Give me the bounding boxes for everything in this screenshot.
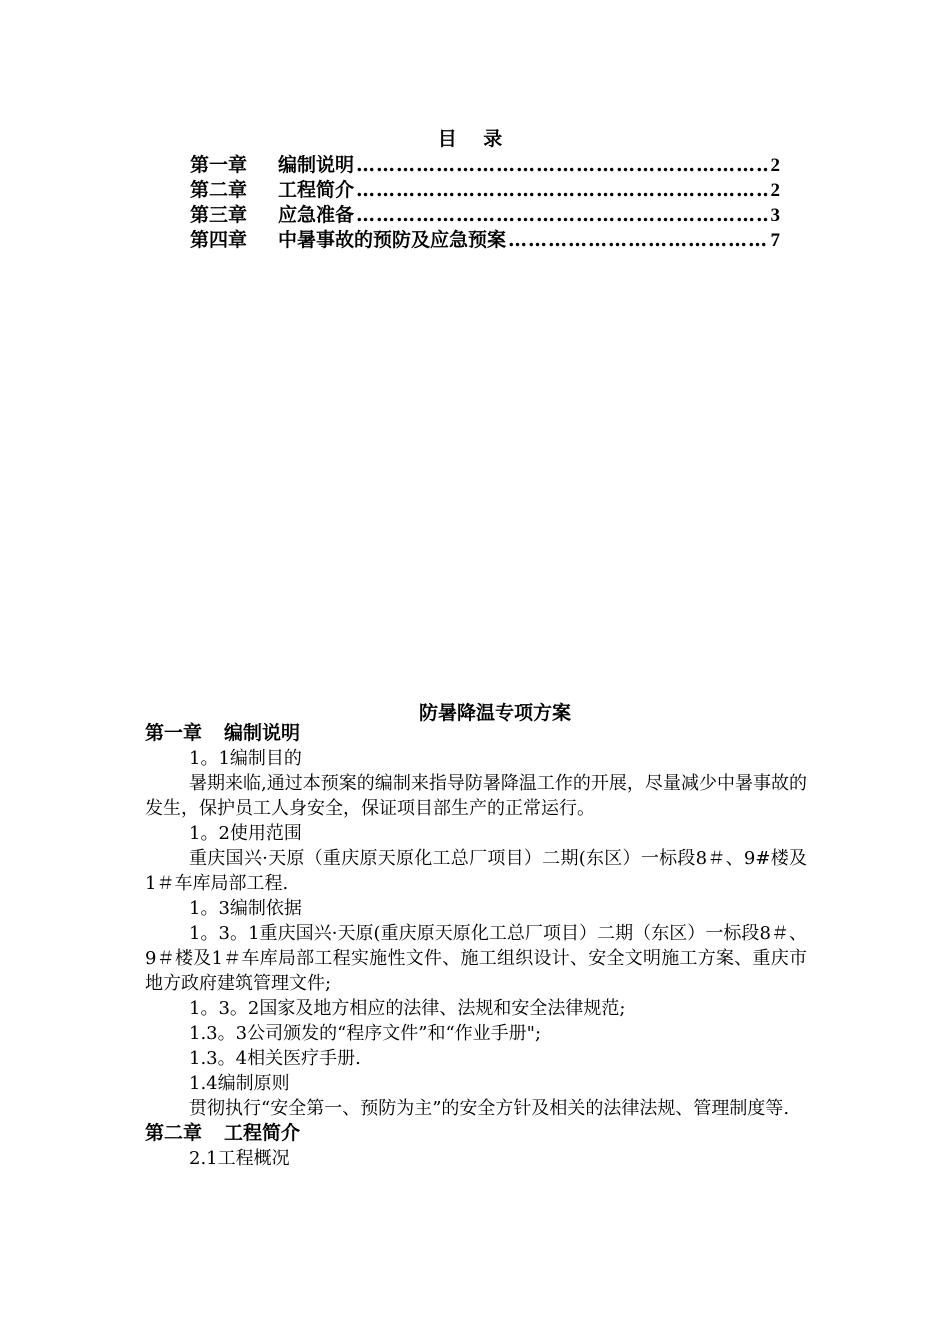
- paragraph-1-3-1: 1。3。1重庆国兴·天原(重庆原天原化工总厂项目）二期（东区）一标段8＃、9＃楼及1＃车库局部工程实施性文件、施工组织设计、安全文明施工方案、重庆市地方政府建筑管理文件;: [145, 923, 807, 994]
- chapter-title: 编制说明: [224, 722, 301, 744]
- toc-leader-dots: [356, 179, 768, 201]
- toc-page-number: 7: [770, 230, 780, 251]
- toc-chapter: 第四章: [190, 229, 248, 251]
- toc-page-number: 3: [770, 205, 780, 226]
- paragraph-1-2: 重庆国兴·天原（重庆原天原化工总厂项目）二期(东区）一标段8＃、9#楼及1＃车库局部工程.: [145, 848, 807, 894]
- document-title: 防暑降温专项方案: [418, 702, 571, 724]
- toc-entry-3[interactable]: [190, 200, 780, 225]
- toc-leader-dots: [508, 229, 768, 251]
- toc-leader-dots: [356, 204, 768, 226]
- paragraph-1-1: 暑期来临,通过本预案的编制来指导防暑降温工作的开展，尽量减少中暑事故的发生，保护员工人身安全，保证项目部生产的正常运行。: [145, 773, 807, 819]
- document-body: [145, 721, 807, 1171]
- table-of-contents: [190, 150, 780, 250]
- toc-title: 目 录: [437, 128, 513, 150]
- chapter-1-heading: [145, 721, 807, 746]
- toc-text: 编制说明: [278, 154, 355, 176]
- section-heading-1-2: 1。2使用范围: [189, 823, 302, 844]
- chapter-title: 工程简介: [224, 1122, 301, 1144]
- section-heading-2-1: 2.1工程概况: [189, 1148, 290, 1169]
- toc-chapter: 第三章: [190, 204, 248, 226]
- toc-page-number: 2: [770, 180, 780, 201]
- toc-leader-dots: [356, 154, 768, 176]
- paragraph-1-4: 贯彻执行“安全第一、预防为主”的安全方针及相关的法律法规、管理制度等.: [189, 1098, 790, 1119]
- chapter-number: 第一章: [145, 722, 203, 744]
- toc-chapter: 第二章: [190, 179, 248, 201]
- paragraph-1-3-3: 1.3。3公司颁发的“程序文件”和“作业手册";: [189, 1023, 542, 1044]
- chapter-number: 第二章: [145, 1122, 203, 1144]
- toc-text: 中暑事故的预防及应急预案: [278, 229, 507, 251]
- toc-entry-1[interactable]: [190, 150, 780, 175]
- toc-page-number: 2: [770, 155, 780, 176]
- section-heading-1-3: 1。3编制依据: [189, 898, 302, 919]
- section-heading-1-4: 1.4编制原则: [189, 1073, 290, 1094]
- paragraph-1-3-4: 1.3。4相关医疗手册.: [189, 1048, 361, 1069]
- toc-chapter: 第一章: [190, 154, 248, 176]
- paragraph-1-3-2: 1。3。2国家及地方相应的法律、法规和安全法律规范;: [189, 998, 626, 1019]
- chapter-2-heading: [145, 1121, 807, 1146]
- toc-entry-2[interactable]: [190, 175, 780, 200]
- toc-text: 工程简介: [278, 179, 355, 201]
- toc-entry-4[interactable]: [190, 225, 780, 250]
- toc-text: 应急准备: [278, 204, 355, 226]
- section-heading-1-1: 1。1编制目的: [189, 748, 302, 769]
